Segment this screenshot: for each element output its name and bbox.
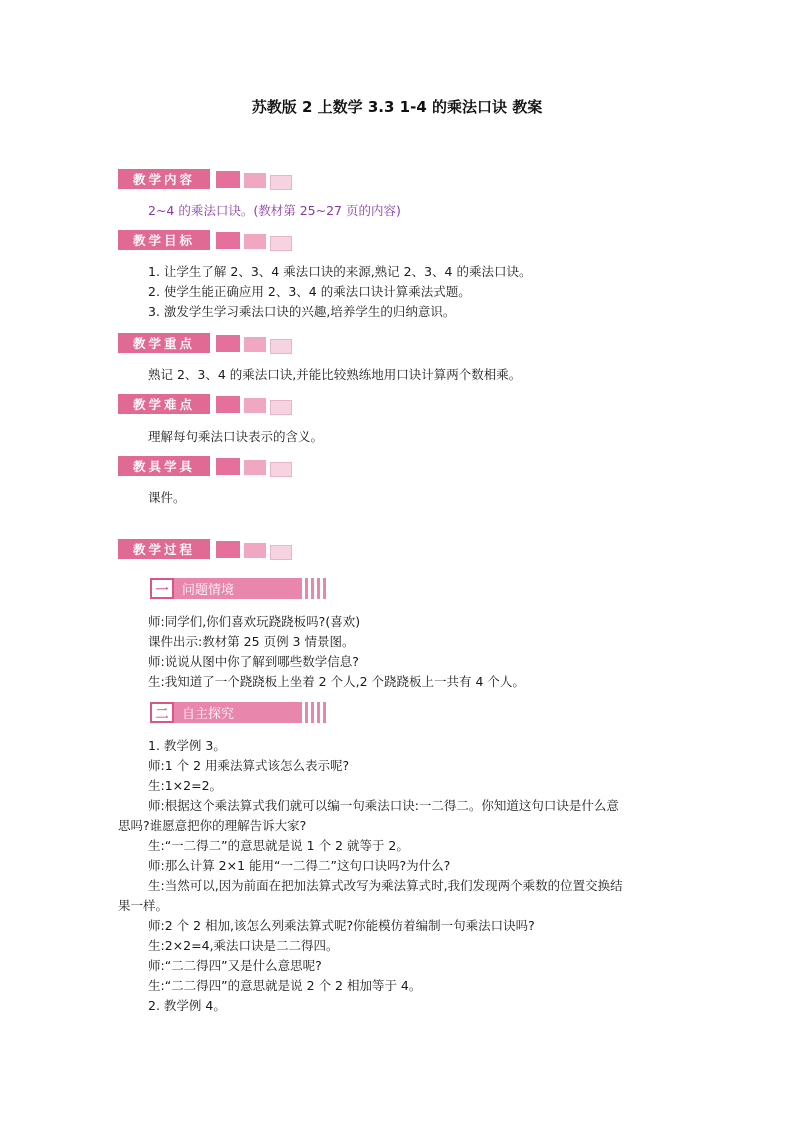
subsection-header-explore xyxy=(150,702,329,723)
subsection-label: 问题情境 xyxy=(174,578,302,599)
decor-square xyxy=(244,543,266,558)
section-label: 教具学具 xyxy=(118,456,210,476)
subsection-number: 一 xyxy=(150,578,174,599)
dialogue-line: 生:“一二得二”的意思就是说 1 个 2 就等于 2。 xyxy=(148,838,409,853)
dialogue-line: 师:2 个 2 相加,该怎么列乘法算式呢?你能模仿着编制一句乘法口诀吗? xyxy=(148,918,535,933)
dialogue-line: 师:同学们,你们喜欢玩跷跷板吗?(喜欢) xyxy=(148,614,361,629)
decor-square xyxy=(270,400,292,415)
goal-item: 3. 激发学生学习乘法口诀的兴趣,培养学生的归纳意识。 xyxy=(148,304,456,319)
section-label: 教学过程 xyxy=(118,539,210,559)
goal-item: 2. 使学生能正确应用 2、3、4 的乘法口诀计算乘法式题。 xyxy=(148,284,471,299)
dialogue-line: 师:说说从图中你了解到哪些数学信息? xyxy=(148,654,359,669)
dialogue-line: 生:2×2=4,乘法口诀是二二得四。 xyxy=(148,938,339,953)
section-header-key xyxy=(118,333,292,353)
decor-bars xyxy=(305,702,329,723)
section-header-content xyxy=(118,169,292,189)
dialogue-line: 师:1 个 2 用乘法算式该怎么表示呢? xyxy=(148,758,350,773)
goal-item: 1. 让学生了解 2、3、4 乘法口诀的来源,熟记 2、3、4 的乘法口诀。 xyxy=(148,264,532,279)
dialogue-line: 师:那么计算 2×1 能用“一二得二”这句口诀吗?为什么? xyxy=(148,858,451,873)
decor-square xyxy=(216,335,240,352)
decor-square xyxy=(270,462,292,477)
decor-square xyxy=(270,339,292,354)
decor-square xyxy=(270,175,292,190)
decor-square xyxy=(244,398,266,413)
decor-square xyxy=(216,541,240,558)
dialogue-line: 思吗?谁愿意把你的理解告诉大家? xyxy=(118,818,307,833)
document-title: 苏教版 2 上数学 3.3 1-4 的乘法口诀 教案 xyxy=(251,98,543,116)
dialogue-line: 生:当然可以,因为前面在把加法算式改写为乘法算式时,我们发现两个乘数的位置交换结 xyxy=(148,878,623,893)
decor-square xyxy=(270,236,292,251)
dialogue-line: 生:“二二得四”的意思就是说 2 个 2 相加等于 4。 xyxy=(148,978,422,993)
section-label: 教学重点 xyxy=(118,333,210,353)
decor-square xyxy=(244,173,266,188)
decor-square xyxy=(216,396,240,413)
difficult-text: 理解每句乘法口诀表示的含义。 xyxy=(148,429,324,444)
tools-text: 课件。 xyxy=(148,490,186,505)
dialogue-line: 2. 教学例 4。 xyxy=(148,998,226,1013)
dialogue-line: 生:我知道了一个跷跷板上坐着 2 个人,2 个跷跷板上一共有 4 个人。 xyxy=(148,674,525,689)
subsection-header-problem xyxy=(150,578,329,599)
section-header-goals xyxy=(118,230,292,250)
section-label: 教学内容 xyxy=(118,169,210,189)
subsection-label: 自主探究 xyxy=(174,702,302,723)
key-text: 熟记 2、3、4 的乘法口诀,并能比较熟练地用口诀计算两个数相乘。 xyxy=(148,367,522,382)
section-header-process xyxy=(118,539,292,559)
dialogue-line: 师:“二二得四”又是什么意思呢? xyxy=(148,958,322,973)
dialogue-line: 1. 教学例 3。 xyxy=(148,738,226,753)
section-header-difficult xyxy=(118,394,292,414)
subsection-number: 二 xyxy=(150,702,174,723)
decor-square xyxy=(216,458,240,475)
decor-square xyxy=(244,234,266,249)
dialogue-line: 师:根据这个乘法算式我们就可以编一句乘法口诀:一二得二。你知道这句口诀是什么意 xyxy=(148,798,619,813)
dialogue-line: 生:1×2=2。 xyxy=(148,778,223,793)
decor-square xyxy=(270,545,292,560)
section-label: 教学目标 xyxy=(118,230,210,250)
decor-square xyxy=(216,171,240,188)
content-text: 2~4 的乘法口诀。(教材第 25~27 页的内容) xyxy=(148,203,401,218)
section-header-tools xyxy=(118,456,292,476)
dialogue-line: 果一样。 xyxy=(118,898,169,913)
dialogue-line: 课件出示:教材第 25 页例 3 情景图。 xyxy=(148,634,355,649)
section-label: 教学难点 xyxy=(118,394,210,414)
decor-square xyxy=(216,232,240,249)
decor-square xyxy=(244,337,266,352)
decor-square xyxy=(244,460,266,475)
decor-bars xyxy=(305,578,329,599)
